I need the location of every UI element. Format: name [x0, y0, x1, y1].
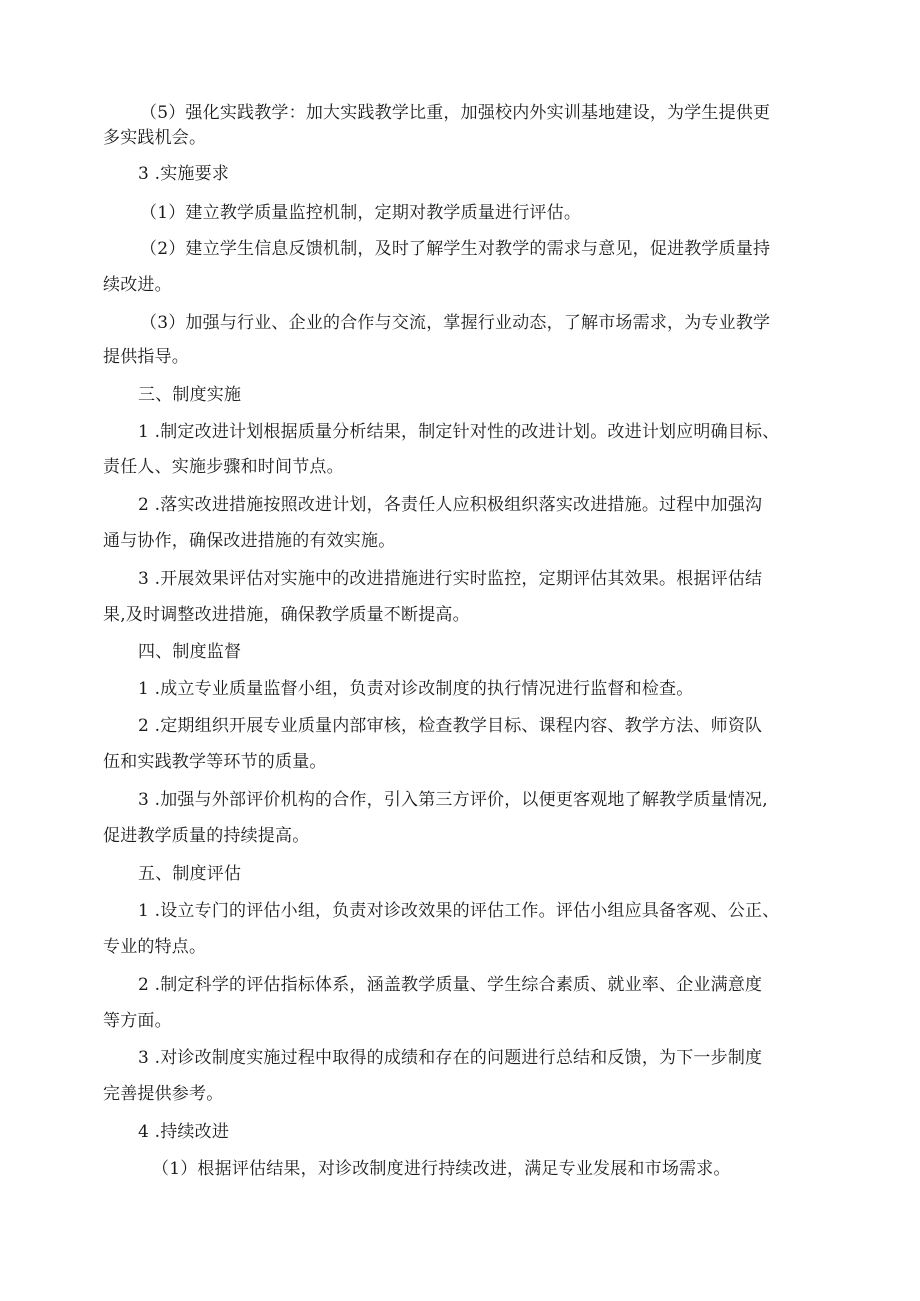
text-line: 1 .制定改进计划根据质量分析结果，制定针对性的改进计划。改进计划应明确目标、 [138, 422, 780, 442]
text-line: 1 .成立专业质量监督小组，负责对诊改制度的执行情况进行监督和检查。 [138, 679, 694, 699]
text-line: 提供指导。 [103, 347, 189, 367]
text-line: 专业的特点。 [103, 937, 207, 957]
text-line: 3 .开展效果评估对实施中的改进措施进行实时监控，定期评估其效果。根据评估结 [138, 569, 763, 589]
text-line: （1）根据评估结果，对诊改制度进行持续改进，满足专业发展和市场需求。 [152, 1159, 731, 1179]
section-heading: 4 .持续改进 [138, 1122, 230, 1142]
text-line: 续改进。 [103, 275, 172, 295]
text-line: 2 .定期组织开展专业质量内部审核，检查教学目标、课程内容、教学方法、师资队 [138, 716, 763, 736]
section-heading: 四、制度监督 [138, 642, 242, 662]
section-heading: 3 .实施要求 [138, 164, 230, 184]
text-line: 通与协作，确保改进措施的有效实施。 [103, 531, 396, 551]
text-line: 2 .落实改进措施按照改进计划，各责任人应积极组织落实改进措施。过程中加强沟 [138, 495, 763, 515]
text-line: 3 .加强与外部评价机构的合作，引入第三方评价，以便更客观地了解教学质量情况, [138, 790, 768, 810]
text-line: 果,及时调整改进措施，确保教学质量不断提高。 [103, 605, 470, 625]
text-line: 等方面。 [103, 1011, 172, 1031]
section-heading: 五、制度评估 [138, 864, 242, 884]
text-line: 2 .制定科学的评估指标体系，涵盖教学质量、学生综合素质、就业率、企业满意度 [138, 975, 763, 995]
text-line: 责任人、实施步骤和时间节点。 [103, 457, 344, 477]
text-line: 完善提供参考。 [103, 1084, 224, 1104]
text-line: 3 .对诊改制度实施过程中取得的成绩和存在的问题进行总结和反馈，为下一步制度 [138, 1048, 763, 1068]
text-line: 1 .设立专门的评估小组，负责对诊改效果的评估工作。评估小组应具备客观、公正、 [138, 901, 780, 921]
text-line: （1）建立教学质量监控机制，定期对教学质量进行评估。 [140, 203, 582, 223]
text-line: 多实践机会。 [103, 128, 207, 148]
text-line: （5）强化实践教学：加大实践教学比重，加强校内外实训基地建设，为学生提供更 [140, 103, 771, 123]
text-line: 伍和实践教学等环节的质量。 [103, 752, 327, 772]
text-line: （3）加强与行业、企业的合作与交流，掌握行业动态，了解市场需求，为专业教学 [140, 313, 771, 333]
text-line: （2）建立学生信息反馈机制，及时了解学生对教学的需求与意见，促进教学质量持 [140, 239, 771, 259]
section-heading: 三、制度实施 [138, 385, 242, 405]
text-line: 促进教学质量的持续提高。 [103, 826, 310, 846]
